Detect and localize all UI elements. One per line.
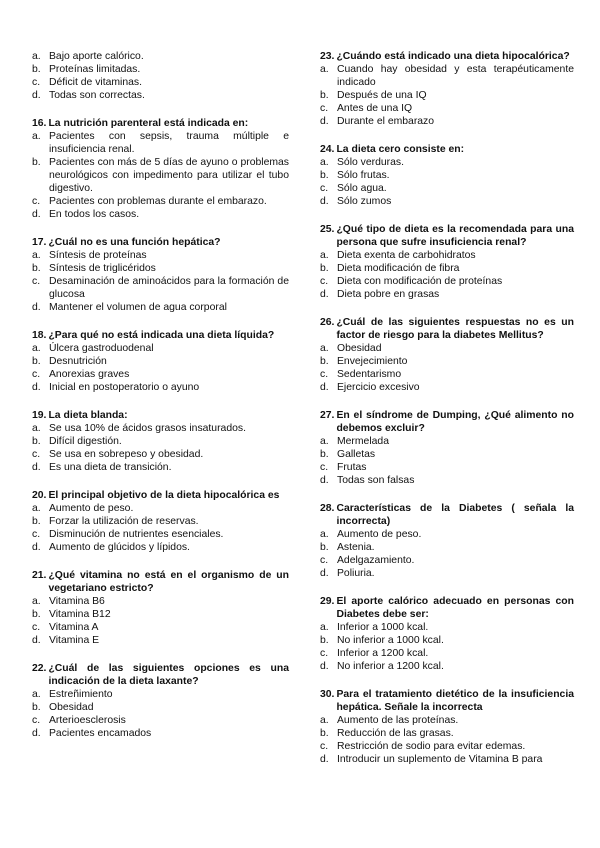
option-text: En todos los casos. <box>49 209 140 220</box>
question-block <box>32 117 289 221</box>
option-text: Sólo frutas. <box>337 170 390 181</box>
option-text: Síntesis de triglicéridos <box>49 263 156 274</box>
answer-option <box>32 448 289 461</box>
option-label: a. <box>320 157 329 168</box>
question-text: Para el tratamiento dietético de la insuficiencia hepática. Señale la incorrecta <box>336 689 574 713</box>
question-block <box>320 409 574 487</box>
question-block <box>32 662 289 740</box>
option-label: b. <box>32 356 41 367</box>
option-text: Se usa en sobrepeso y obesidad. <box>49 449 204 460</box>
answer-option <box>32 130 289 156</box>
answer-option <box>320 634 574 647</box>
option-text: Pacientes con sepsis, trauma múltiple e insuficiencia renal. <box>49 131 289 155</box>
answer-option <box>32 89 289 102</box>
answer-option <box>32 595 289 608</box>
question-text: El aporte calórico adecuado en personas con Diabetes debe ser: <box>336 596 574 620</box>
option-text: Pacientes con problemas durante el embarazo. <box>49 196 267 207</box>
answer-option <box>32 50 289 63</box>
question-number: 28. <box>320 503 335 514</box>
question-heading <box>32 236 289 249</box>
question-block <box>32 329 289 394</box>
answer-option <box>32 195 289 208</box>
option-label: d. <box>32 90 41 101</box>
question-heading <box>32 489 289 502</box>
option-text: Pacientes con más de 5 días de ayuno o problemas neurológicos con impedimento para utilizar el tubo digestivo. <box>49 157 289 194</box>
option-text: Adelgazamiento. <box>337 555 415 566</box>
option-text: Aumento de las proteínas. <box>337 715 459 726</box>
question-block <box>32 569 289 647</box>
option-label: c. <box>320 103 329 114</box>
question-heading <box>32 117 289 130</box>
option-text: Desaminación de aminoácidos para la formación de glucosa <box>49 276 289 300</box>
option-label: c. <box>32 715 41 726</box>
option-text: Dieta con modificación de proteínas <box>337 276 503 287</box>
question-number: 19. <box>32 410 47 421</box>
answer-option <box>32 701 289 714</box>
option-text: Dieta modificación de fibra <box>337 263 460 274</box>
option-text: Sólo agua. <box>337 183 387 194</box>
option-text: Se usa 10% de ácidos grasos insaturados. <box>49 423 246 434</box>
option-label: d. <box>32 209 41 220</box>
option-text: Pacientes encamados <box>49 728 152 739</box>
option-label: a. <box>32 51 41 62</box>
answer-option <box>32 634 289 647</box>
answer-option <box>320 368 574 381</box>
option-text: Galletas <box>337 449 376 460</box>
option-label: c. <box>320 462 329 473</box>
question-number: 25. <box>320 224 335 235</box>
answer-option <box>320 249 574 262</box>
answer-option <box>320 182 574 195</box>
question-number: 30. <box>320 689 335 700</box>
question-text: ¿Qué tipo de dieta es la recomendada para una persona que sufre insuficiencia renal? <box>336 224 574 248</box>
answer-option <box>320 195 574 208</box>
answer-option <box>320 714 574 727</box>
question-number: 16. <box>32 118 47 129</box>
answer-option <box>320 89 574 102</box>
answer-option <box>32 502 289 515</box>
answer-option <box>320 342 574 355</box>
option-text: Vitamina B12 <box>49 609 111 620</box>
option-text: Todas son correctas. <box>49 90 145 101</box>
option-text: Úlcera gastroduodenal <box>49 343 154 354</box>
option-label: b. <box>32 263 41 274</box>
option-label: d. <box>320 382 329 393</box>
option-text: No inferior a 1200 kcal. <box>337 661 444 672</box>
answer-option <box>320 275 574 288</box>
option-text: Mantener el volumen de agua corporal <box>49 302 227 313</box>
option-text: Dieta pobre en grasas <box>337 289 440 300</box>
answer-option <box>320 169 574 182</box>
option-label: c. <box>32 449 41 460</box>
question-number: 26. <box>320 317 335 328</box>
answer-option <box>320 647 574 660</box>
answer-option <box>32 275 289 301</box>
question-text: La nutrición parenteral está indicada en: <box>48 118 249 129</box>
question-text: ¿Cuál no es una función hepática? <box>48 237 221 248</box>
answer-option <box>320 474 574 487</box>
answer-option <box>320 262 574 275</box>
option-text: Dieta exenta de carbohidratos <box>337 250 476 261</box>
option-label: d. <box>320 196 329 207</box>
question-heading <box>320 316 574 342</box>
answer-option <box>32 249 289 262</box>
question-text: ¿Cuándo está indicado una dieta hipocalórica? <box>336 51 570 62</box>
option-text: Antes de una IQ <box>337 103 413 114</box>
question-heading <box>320 595 574 621</box>
answer-option <box>320 448 574 461</box>
question-number: 23. <box>320 51 335 62</box>
question-number: 27. <box>320 410 335 421</box>
option-label: b. <box>320 449 329 460</box>
question-heading <box>32 329 289 342</box>
question-number: 20. <box>32 490 47 501</box>
left-column <box>32 50 289 740</box>
option-text: Mermelada <box>337 436 389 447</box>
option-text: Vitamina A <box>49 622 99 633</box>
answer-option <box>32 461 289 474</box>
option-text: Vitamina E <box>49 635 100 646</box>
option-label: a. <box>32 250 41 261</box>
option-label: c. <box>32 276 41 287</box>
option-text: Bajo aporte calórico. <box>49 51 144 62</box>
option-text: Inicial en postoperatorio o ayuno <box>49 382 200 393</box>
answer-option <box>32 342 289 355</box>
option-label: d. <box>320 116 329 127</box>
option-label: d. <box>32 728 41 739</box>
option-text: Aumento de peso. <box>49 503 134 514</box>
option-label: b. <box>32 516 41 527</box>
option-label: d. <box>32 635 41 646</box>
question-number: 29. <box>320 596 335 607</box>
option-text: No inferior a 1000 kcal. <box>337 635 444 646</box>
answer-option <box>320 461 574 474</box>
answer-option <box>32 208 289 221</box>
option-text: Durante el embarazo <box>337 116 435 127</box>
answer-option <box>32 63 289 76</box>
question-text: La dieta cero consiste en: <box>336 144 465 155</box>
option-text: Obesidad <box>49 702 94 713</box>
question-block <box>320 595 574 673</box>
question-number: 21. <box>32 570 47 581</box>
option-label: b. <box>32 64 41 75</box>
answer-option <box>320 381 574 394</box>
option-text: Aumento de peso. <box>337 529 422 540</box>
option-label: c. <box>32 369 41 380</box>
answer-option <box>32 727 289 740</box>
option-label: d. <box>32 462 41 473</box>
option-text: Frutas <box>337 462 367 473</box>
question-block <box>320 50 574 128</box>
answer-option <box>320 288 574 301</box>
option-text: Poliuria. <box>337 568 375 579</box>
question-text: ¿Cuál de las siguientes opciones es una indicación de la dieta laxante? <box>48 663 289 687</box>
option-label: a. <box>32 343 41 354</box>
option-label: a. <box>320 436 329 447</box>
option-label: c. <box>320 369 329 380</box>
answer-option <box>320 115 574 128</box>
option-text: Estreñimiento <box>49 689 113 700</box>
question-block <box>320 223 574 301</box>
question-block <box>32 50 289 102</box>
option-label: b. <box>320 542 329 553</box>
question-number: 18. <box>32 330 47 341</box>
option-label: b. <box>320 90 329 101</box>
option-label: a. <box>320 529 329 540</box>
answer-option <box>32 76 289 89</box>
question-number: 24. <box>320 144 335 155</box>
question-heading <box>320 409 574 435</box>
question-text: Características de la Diabetes ( señala la incorrecta) <box>336 503 574 527</box>
option-label: b. <box>320 356 329 367</box>
option-label: c. <box>320 648 329 659</box>
option-text: Sólo zumos <box>337 196 392 207</box>
option-label: a. <box>320 715 329 726</box>
option-text: Astenia. <box>337 542 375 553</box>
option-label: a. <box>320 622 329 633</box>
answer-option <box>32 368 289 381</box>
answer-option <box>32 528 289 541</box>
answer-option <box>320 102 574 115</box>
option-label: a. <box>32 503 41 514</box>
question-heading <box>320 688 574 714</box>
answer-option <box>320 567 574 580</box>
option-text: Sedentarismo <box>337 369 402 380</box>
option-text: Introducir un suplemento de Vitamina B para <box>337 754 543 765</box>
question-block <box>32 236 289 314</box>
option-label: c. <box>32 77 41 88</box>
option-label: b. <box>32 609 41 620</box>
question-heading <box>320 502 574 528</box>
question-block <box>32 409 289 474</box>
option-text: Reducción de las grasas. <box>337 728 454 739</box>
option-label: b. <box>32 157 41 168</box>
option-text: Proteínas limitadas. <box>49 64 141 75</box>
option-text: Síntesis de proteínas <box>49 250 147 261</box>
option-text: Difícil digestión. <box>49 436 122 447</box>
option-text: Forzar la utilización de reservas. <box>49 516 199 527</box>
option-label: d. <box>32 542 41 553</box>
answer-option <box>32 515 289 528</box>
answer-option <box>32 621 289 634</box>
option-label: c. <box>320 741 329 752</box>
option-label: c. <box>320 183 329 194</box>
answer-option <box>320 355 574 368</box>
question-text: ¿Cuál de las siguientes respuestas no es un factor de riesgo para la diabetes Mellitus? <box>336 317 574 341</box>
option-text: Obesidad <box>337 343 382 354</box>
option-label: c. <box>320 276 329 287</box>
option-label: d. <box>32 302 41 313</box>
option-label: a. <box>320 250 329 261</box>
question-text: La dieta blanda: <box>48 410 128 421</box>
question-heading <box>320 143 574 156</box>
option-label: b. <box>320 635 329 646</box>
option-text: Después de una IQ <box>337 90 427 101</box>
answer-option <box>320 727 574 740</box>
option-label: c. <box>32 529 41 540</box>
option-label: b. <box>320 728 329 739</box>
option-label: b. <box>320 170 329 181</box>
question-number: 22. <box>32 663 47 674</box>
question-heading <box>32 662 289 688</box>
option-text: Es una dieta de transición. <box>49 462 172 473</box>
option-label: d. <box>320 568 329 579</box>
question-heading <box>32 569 289 595</box>
option-text: Inferior a 1000 kcal. <box>337 622 429 633</box>
answer-option <box>32 355 289 368</box>
question-heading <box>320 50 574 63</box>
answer-option <box>320 740 574 753</box>
question-text: En el síndrome de Dumping, ¿Qué alimento no debemos excluir? <box>336 410 574 434</box>
option-text: Inferior a 1200 kcal. <box>337 648 429 659</box>
question-text: El principal objetivo de la dieta hipocalórica es <box>48 490 280 501</box>
option-text: Arterioesclerosis <box>49 715 126 726</box>
answer-option <box>320 660 574 673</box>
question-block <box>32 489 289 554</box>
question-block <box>320 502 574 580</box>
answer-option <box>32 422 289 435</box>
option-text: Anorexias graves <box>49 369 130 380</box>
answer-option <box>320 621 574 634</box>
option-text: Cuando hay obesidad y esta terapéuticamente indicado <box>337 64 574 88</box>
option-label: c. <box>320 555 329 566</box>
option-label: d. <box>320 289 329 300</box>
option-label: b. <box>32 436 41 447</box>
option-text: Desnutrición <box>49 356 107 367</box>
answer-option <box>32 156 289 195</box>
option-label: d. <box>320 661 329 672</box>
option-label: a. <box>32 131 41 142</box>
answer-option <box>32 541 289 554</box>
option-text: Déficit de vitaminas. <box>49 77 142 88</box>
option-text: Envejecimiento <box>337 356 408 367</box>
option-text: Vitamina B6 <box>49 596 105 607</box>
question-text: ¿Qué vitamina no está en el organismo de un vegetariano estricto? <box>48 570 289 594</box>
question-text: ¿Para qué no está indicada una dieta líquida? <box>48 330 275 341</box>
option-label: a. <box>32 596 41 607</box>
option-label: d. <box>320 475 329 486</box>
option-label: a. <box>320 64 329 75</box>
option-text: Restricción de sodio para evitar edemas. <box>337 741 526 752</box>
question-number: 17. <box>32 237 47 248</box>
answer-option <box>32 688 289 701</box>
question-heading <box>32 409 289 422</box>
answer-option <box>32 301 289 314</box>
answer-option <box>32 381 289 394</box>
option-text: Ejercicio excesivo <box>337 382 420 393</box>
option-text: Sólo verduras. <box>337 157 404 168</box>
answer-option <box>32 435 289 448</box>
option-label: b. <box>320 263 329 274</box>
answer-option <box>320 541 574 554</box>
option-label: d. <box>320 754 329 765</box>
option-label: d. <box>32 382 41 393</box>
right-column <box>320 50 574 766</box>
question-block <box>320 143 574 208</box>
question-block <box>320 316 574 394</box>
answer-option <box>32 608 289 621</box>
option-label: a. <box>32 689 41 700</box>
answer-option <box>320 528 574 541</box>
answer-option <box>32 262 289 275</box>
option-label: b. <box>32 702 41 713</box>
answer-option <box>320 156 574 169</box>
question-heading <box>320 223 574 249</box>
option-text: Disminución de nutrientes esenciales. <box>49 529 224 540</box>
option-text: Todas son falsas <box>337 475 415 486</box>
option-label: a. <box>32 423 41 434</box>
answer-option <box>32 714 289 727</box>
option-label: c. <box>32 622 41 633</box>
answer-option <box>320 753 574 766</box>
question-block <box>320 688 574 766</box>
answer-option <box>320 435 574 448</box>
option-label: c. <box>32 196 41 207</box>
answer-option <box>320 554 574 567</box>
answer-option <box>320 63 574 89</box>
option-label: a. <box>320 343 329 354</box>
option-text: Aumento de glúcidos y lípidos. <box>49 542 190 553</box>
